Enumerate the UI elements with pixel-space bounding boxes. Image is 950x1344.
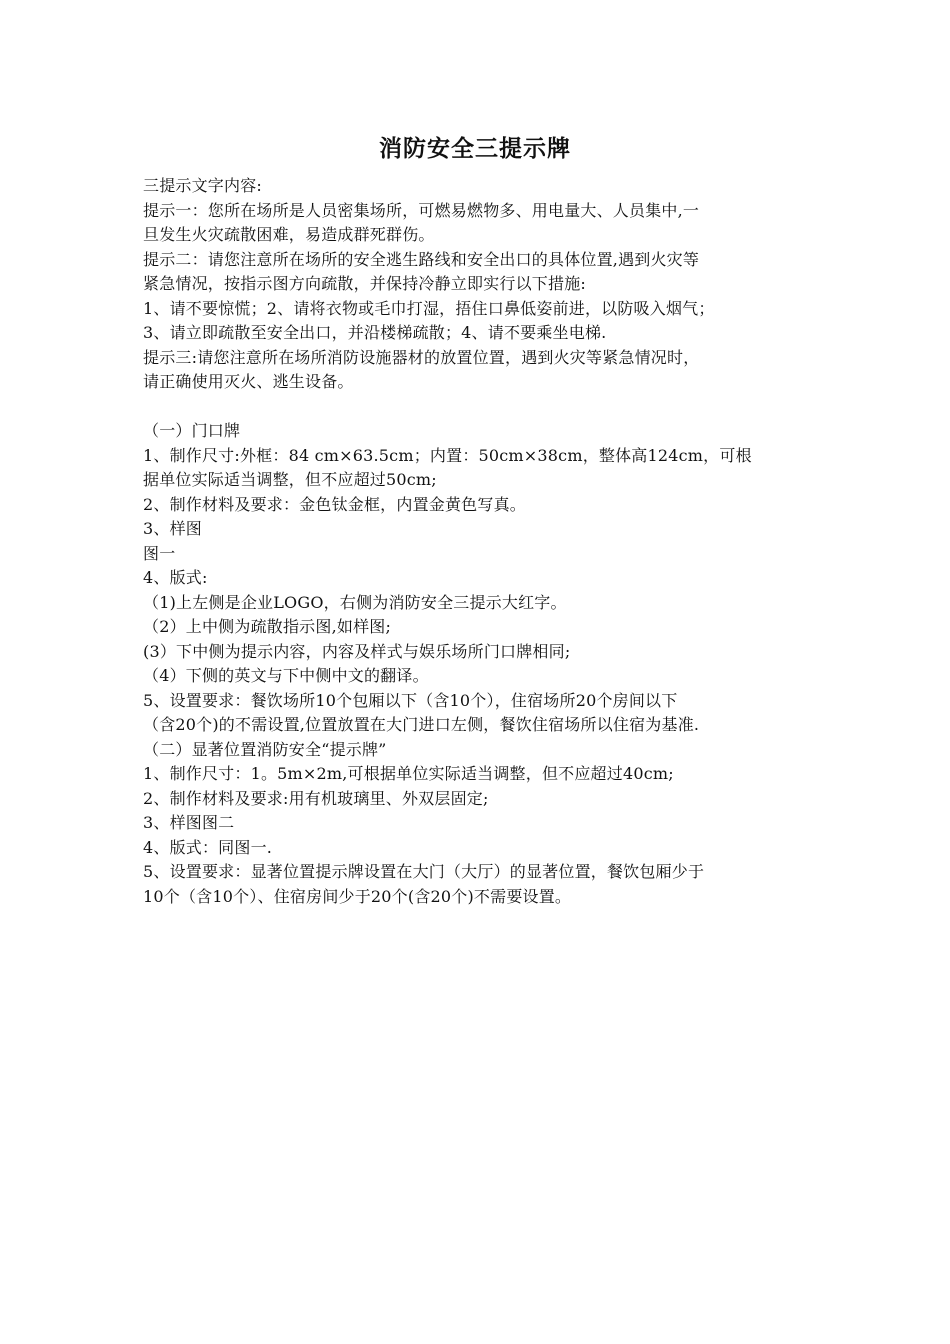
text-line: 2、制作材料及要求：金色钛金框，内置金黄色写真。 (143, 494, 526, 514)
blank-line (143, 395, 813, 420)
document-body (143, 174, 813, 909)
text-line: 5、设置要求：餐饮场所10个包厢以下（含10个），住宿场所20个房间以下 (143, 690, 678, 710)
text-line: (3）下中侧为提示内容，内容及样式与娱乐场所门口牌相同; (143, 641, 571, 661)
text-line: 3、请立即疏散至安全出口，并沿楼梯疏散；4、请不要乘坐电梯. (143, 323, 607, 342)
text-line: 据单位实际适当调整，但不应超过50cm; (143, 470, 437, 489)
text-line: 1、制作尺寸:外框：84 cm×63.5cm；内置：50cm×38cm，整体高124cm，可根 (143, 445, 752, 465)
text-line: （二）显著位置消防安全“提示牌” (143, 739, 387, 759)
text-line: 提示二：请您注意所在场所的安全逃生路线和安全出口的具体位置,遇到火灾等 (143, 249, 700, 269)
text-line: （2）上中侧为疏散指示图,如样图; (143, 617, 392, 636)
text-line: （含20个)的不需设置,位置放置在大门进口左侧，餐饮住宿场所以住宿为基准. (143, 715, 700, 734)
text-line: 紧急情况，按指示图方向疏散，并保持冷静立即实行以下措施: (143, 274, 586, 293)
text-line: 1、请不要惊慌；2、请将衣物或毛巾打湿，捂住口鼻低姿前进，以防吸入烟气； (143, 298, 715, 318)
text-line: 4、版式: (143, 568, 208, 587)
text-line: 旦发生火灾疏散困难，易造成群死群伤。 (143, 225, 435, 244)
text-line: 3、样图图二 (143, 813, 235, 832)
text-line: （4）下侧的英文与下中侧中文的翻译。 (143, 666, 429, 685)
text-line: 10个（含10个）、住宿房间少于20个(含20个)不需要设置。 (143, 886, 572, 906)
text-line: 2、制作材料及要求:用有机玻璃里、外双层固定; (143, 788, 489, 808)
text-line: 提示一：您所在场所是人员密集场所，可燃易燃物多、用电量大、人员集中,一 (143, 200, 700, 220)
document-title: 消防安全三提示牌 (379, 136, 571, 162)
text-line: 3、样图 (143, 519, 202, 538)
text-line: 5、设置要求：显著位置提示牌设置在大门（大厅）的显著位置，餐饮包厢少于 (143, 862, 705, 881)
text-line: 1、制作尺寸：1。5m×2m,可根据单位实际适当调整，但不应超过40cm; (143, 764, 674, 783)
text-line: 请正确使用灭火、逃生设备。 (143, 372, 354, 391)
text-line: 提示三:请您注意所在场所消防设施器材的放置位置，遇到火灾等紧急情况时， (143, 347, 700, 367)
text-line: 三提示文字内容: (143, 176, 262, 195)
text-line: 4、版式：同图一. (143, 837, 273, 857)
text-line: （一）门口牌 (143, 421, 241, 440)
text-line: 图一 (143, 543, 176, 563)
text-line: （1)上左侧是企业LOGO，右侧为消防安全三提示大红字。 (143, 592, 567, 612)
